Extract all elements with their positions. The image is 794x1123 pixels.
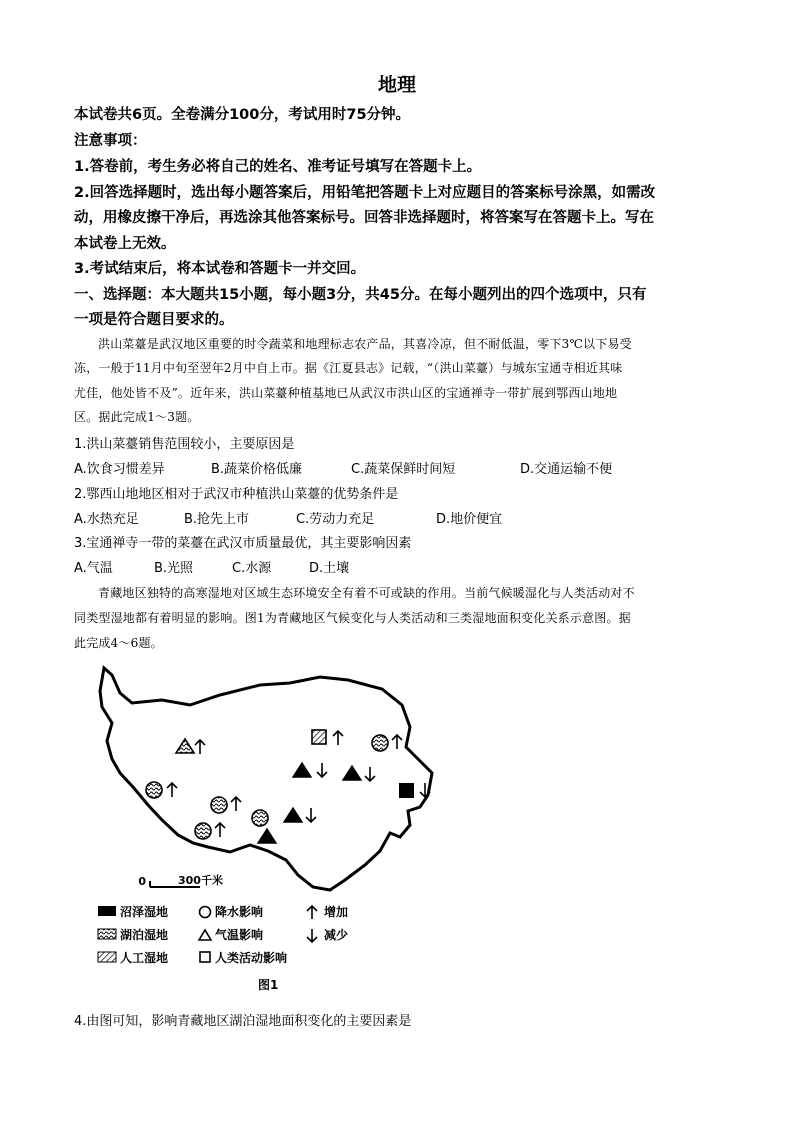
notice-title: 注意事项：	[74, 133, 147, 149]
artificial-human-increase-marker	[312, 730, 343, 745]
option-a: A.水热充足	[74, 512, 139, 527]
legend-human	[200, 950, 287, 965]
figure-caption: 图1	[258, 978, 279, 992]
swamp-human-decrease-marker	[399, 783, 430, 798]
passage-2-line: 同类型湿地都有着明显的影响。图1为青藏地区气候变化与人类活动和三类湿地面积变化关系示意图。据	[74, 611, 631, 625]
option-c: C.水源	[232, 561, 272, 576]
lake-temp-increase-marker	[176, 739, 205, 754]
option-a: A.饮食习惯差异	[74, 462, 165, 477]
option-d: D.交通运输不便	[520, 462, 613, 477]
passage-1-line: 冻，一般于11月中旬至翌年2月中自上市。据《江夏县志》记载，“（洪山菜薹）与城东宝通寺相近其味	[74, 361, 623, 375]
passage-2-line: 此完成4～6题。	[74, 636, 163, 650]
swamp-temp-marker	[258, 829, 276, 843]
notice-item-2-end: 本试卷上无效。	[74, 236, 176, 252]
exam-info: 本试卷共6页。全卷满分100分，考试用时75分钟。	[74, 107, 411, 123]
region-outline	[100, 668, 432, 890]
passage-1-line: 尤佳，他处皆不及”。近年来，洪山菜薹种植基地已从武汉市洪山区的宝通禅寺一带扩展到鄂西山地地	[74, 386, 618, 400]
question-3-options	[74, 557, 724, 575]
lake-precip-increase-marker	[195, 823, 225, 839]
question-1-stem: 1.洪山菜薹销售范围较小，主要原因是	[74, 437, 295, 452]
legend-artificial-label: 人工湿地	[120, 951, 169, 965]
map-legend	[98, 904, 348, 965]
legend-increase	[307, 904, 348, 919]
section-heading-cont: 一项是符合题目要求的。	[74, 312, 234, 328]
swamp-temp-decrease-marker	[293, 763, 327, 777]
option-b: B.光照	[154, 561, 194, 576]
legend-decrease	[307, 927, 348, 942]
scale-distance-label: 300千米	[178, 874, 223, 887]
lake-precip-marker	[252, 810, 268, 826]
legend-artificial	[98, 950, 168, 965]
question-3-stem: 3.宝通禅寺一带的菜薹在武汉市质量最优，其主要影响因素	[74, 536, 412, 551]
legend-precip-label: 降水影响	[215, 905, 264, 919]
option-b: B.抢先上市	[184, 512, 250, 527]
passage-1-line: 洪山菜薹是武汉地区重要的时令蔬菜和地理标志农产品，其喜冷凉，但不耐低温，零下3℃以下易受	[98, 337, 632, 351]
passage-2-line: 青藏地区独特的高寒湿地对区域生态环境安全有着不可或缺的作用。当前气候暖湿化与人类活动对不	[98, 586, 635, 600]
legend-increase-label: 增加	[324, 905, 349, 919]
legend-swamp	[98, 904, 168, 919]
question-2-stem: 2.鄂西山地地区相对于武汉市种植洪山菜薹的优势条件是	[74, 487, 399, 502]
legend-temp-label: 气温影响	[215, 928, 264, 942]
page-title: 地理	[377, 74, 416, 96]
legend-decrease-label: 减少	[324, 928, 349, 942]
legend-temp	[199, 927, 263, 942]
passage-1-line: 区。据此完成1～3题。	[74, 410, 200, 424]
notice-item-2: 2.回答选择题时，选出每小题答案后，用铅笔把答题卡上对应题目的答案标号涂黑，如需改	[74, 185, 656, 201]
option-c: C.劳动力充足	[296, 512, 375, 527]
question-1-options	[74, 458, 724, 476]
legend-lake-label: 湖泊湿地	[120, 928, 169, 942]
option-b: B.蔬菜价格低廉	[211, 462, 303, 477]
option-a: A.气温	[74, 561, 113, 576]
lake-precip-increase-marker	[211, 797, 241, 813]
scale-zero-label: 0	[138, 875, 146, 888]
option-d: D.土壤	[309, 561, 350, 576]
legend-swamp-label: 沼泽湿地	[120, 905, 169, 919]
legend-precip	[200, 904, 264, 919]
notice-item-3: 3.考试结束后，将本试卷和答题卡一并交回。	[74, 261, 366, 277]
notice-item-2-cont: 动，用橡皮擦干净后，再选涂其他答案标号。回答非选择题时，将答案写在答题卡上。写在	[74, 210, 654, 226]
notice-item-1: 1.答卷前，考生务必将自己的姓名、准考证号填写在答题卡上。	[74, 159, 482, 175]
option-c: C.蔬菜保鲜时间短	[351, 462, 456, 477]
question-2-options	[74, 508, 724, 526]
legend-lake	[98, 927, 168, 942]
section-heading: 一、选择题：本大题共15小题，每小题3分，共45分。在每小题列出的四个选项中，只有	[74, 287, 647, 303]
lake-precip-increase-marker	[146, 782, 177, 798]
question-4-stem: 4.由图可知，影响青藏地区湖泊湿地面积变化的主要因素是	[74, 1014, 412, 1029]
option-d: D.地价便宜	[436, 512, 503, 527]
scale-bar	[138, 873, 223, 888]
lake-precip-increase-marker	[372, 735, 402, 751]
swamp-temp-decrease-marker	[284, 808, 316, 822]
legend-human-label: 人类活动影响	[215, 951, 288, 965]
qinghai-tibet-wetland-map	[90, 655, 450, 1015]
swamp-temp-decrease-marker	[343, 766, 375, 781]
